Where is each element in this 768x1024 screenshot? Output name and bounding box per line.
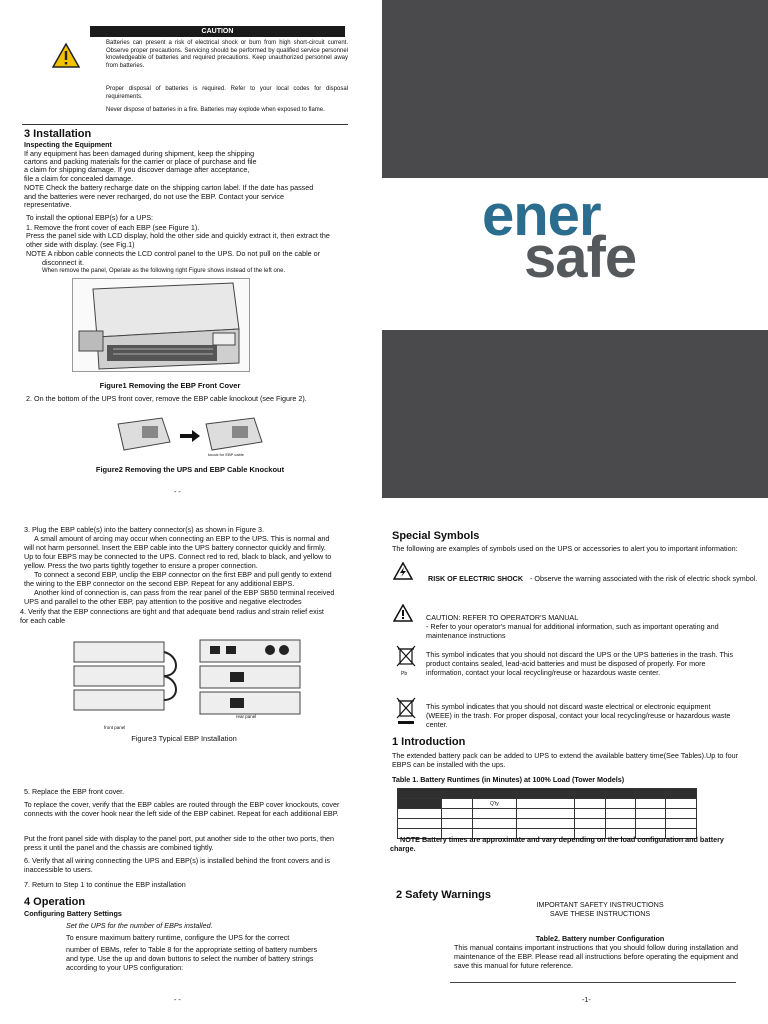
operation-line-5: according to your UPS configuration:: [66, 963, 184, 972]
note-1: NOTE A ribbon cable connects the LCD control panel to the UPS. Do not pull on the cable or: [26, 249, 321, 258]
shock-label: RISK OF ELECTRIC SHOCK: [428, 574, 524, 583]
ebp-cabinet-illustration: [73, 279, 249, 371]
caution-divider: [22, 124, 348, 125]
crossed-bin-weee-icon: [395, 696, 417, 726]
bin-pb-label: Pb: [401, 671, 408, 677]
step-4: 4. Verify that the EBP connections are tight and that adequate bend radius and strain relief exist: [20, 607, 324, 616]
figure-3-image: [70, 636, 310, 732]
table-2-title: Table2. Battery number Configuration: [535, 934, 665, 943]
figure-2-label: knock for EBP cable: [208, 452, 244, 457]
operation-line-4: and type. Use the up and down buttons to select the number of battery strings: [66, 954, 314, 963]
cover-bottom-band: [382, 330, 768, 498]
introduction-title: 1 Introduction: [392, 736, 466, 748]
caution-text: - Refer to your operator's manual for additional information, such as important operating and maintenance instructions: [426, 622, 719, 640]
step-3-line-5: To connect a second EBP, unclip the EBP connector on the first EBP and pull gently to extend: [34, 570, 332, 579]
inspect-line-4: file a claim for concealed damage.: [24, 174, 134, 183]
page-number-bottom-left: - -: [174, 995, 181, 1004]
bin-1-text: This symbol indicates that you should not discard the UPS or the UPS batteries in the trash. This product contains sealed, lead-acid batteries and must be disposed of properly. For more information, contact your local recycling/reuse or hazardous waste center.: [426, 650, 734, 677]
step-3-line-4: yellow. Press the two parts tightly together to ensure a proper connection.: [24, 561, 258, 570]
replace-paragraph: To replace the cover, verify that the EBP cables are routed through the EBP cover knockouts, cover connects with the cover hook near the left side of the EBP cabinet. Repeat for each additional EBP.: [24, 800, 340, 818]
step-3-line-3: Up to four EBPS may be connected to the UPS. Connect red to red, black to black, and yellow to: [24, 552, 332, 561]
operation-line-1: Set the UPS for the number of EBPs installed.: [66, 921, 213, 930]
figure-3-rear-label: rear panel: [236, 714, 257, 719]
operation-line-2: To ensure maximum battery runtime, configure the UPS for the correct: [66, 933, 290, 942]
shock-text: - Observe the warning associated with the risk of electric shock symbol.: [530, 574, 758, 583]
inspect-line-1: If any equipment has been damaged during shipment, keep the shipping: [24, 149, 255, 158]
table-qty-cell: Q'ty: [472, 799, 516, 809]
cover-top-band: [382, 0, 768, 178]
figure-1-image: [72, 278, 250, 372]
note-2: When remove the panel, Operate as the following right Figure shows instead of the left one.: [42, 268, 286, 274]
safety-text: This manual contains important instructions that you should follow during installation and maintenance of the EBP. Please read all instructions before operating the equipment and save this manual for future reference.: [454, 943, 738, 970]
step-4b: for each cable: [20, 616, 66, 625]
caution-box: [22, 25, 348, 125]
step-6: 6. Verify that all wiring connecting the UPS and EBP(s) is installed behind the front covers and is inaccessible to users.: [24, 856, 331, 874]
step-2: 2. On the bottom of the UPS front cover, remove the EBP cable knockout (see Figure 2).: [26, 394, 307, 403]
step-3-line-2: will not harm personnel. Insert the EBP cable into the UPS battery connector quickly and firmly.: [24, 543, 326, 552]
operation-title: 4 Operation: [24, 896, 86, 908]
caution-p1: Batteries can present a risk of electrical shock or burn from high short-circuit current. Observe proper precautions. Servicing should be performed by qualified service personnel knowledgeable of batteries and required precautions. Keep unauthorized personnel away from batteries.: [106, 40, 348, 69]
table-row: [398, 789, 697, 799]
inspect-line-2: cartons and packing materials for the carrier or place of purchase and file: [24, 157, 257, 166]
safety-divider: [450, 982, 736, 983]
important-instructions: IMPORTANT SAFETY INSTRUCTIONS: [536, 900, 664, 909]
put-paragraph: Put the front panel side with display to the panel port, put another side to the other two ports, then press it until the panel and the chassis are combined tightly.: [24, 834, 335, 852]
caution-label: CAUTION: REFER TO OPERATOR'S MANUAL: [426, 613, 579, 622]
operation-line-3: number of EBMs, refer to Table 8 for the appropriate setting of battery numbers: [66, 945, 318, 954]
step-3-line-6: the wiring to the EBP connector on the second EBP. Repeat for any additional EBPS.: [24, 579, 295, 588]
symbols-title: Special Symbols: [392, 530, 480, 542]
step-5: 5. Replace the EBP front cover.: [24, 787, 125, 796]
figure-1-caption: Figure1 Removing the EBP Front Cover: [99, 381, 241, 390]
page-number-top-left: - -: [174, 487, 181, 496]
figure-3-front-label: front panel: [104, 725, 126, 730]
step-3-line-7: Another kind of connection is, can pass from the rear panel of the EBP SB50 terminal received: [34, 588, 335, 597]
step-3-line-1: A small amount of arcing may occur when connecting an EBP to the UPS. This is normal and: [34, 534, 330, 543]
caution-p2: Proper disposal of batteries is required. Refer to your local codes for disposal requirements.: [106, 86, 348, 100]
inspect-line-6: and the batteries were never recharged, do not use the EBP. Contact your service: [24, 192, 284, 201]
step-1b: Press the panel side with LCD display, hold the other side and quickly extract it, then extract the: [26, 231, 330, 240]
step-1c: other side with display. (see Fig.1): [26, 240, 135, 249]
warning-triangle-icon: [52, 43, 80, 68]
figure-2-caption: Figure2 Removing the UPS and EBP Cable Knockout: [95, 465, 285, 474]
brand-line-2: safe: [524, 225, 637, 290]
symbols-intro: The following are examples of symbols used on the UPS or accessories to alert you to important information:: [392, 544, 738, 553]
brand-line-1: ener: [482, 183, 601, 248]
inspect-line-5: NOTE Check the battery recharge date on the shipping carton label. If the date has passed: [24, 183, 314, 192]
runtime-table: [397, 788, 697, 839]
step-3: 3. Plug the EBP cable(s) into the battery connector(s) as shown in Figure 3.: [24, 525, 264, 534]
step-intro: To install the optional EBP(s) for a UPS:: [26, 213, 154, 222]
brand-logo: [480, 183, 680, 298]
figure-3-caption: Figure3 Typical EBP Installation: [131, 734, 237, 743]
table-row: [398, 809, 697, 819]
step-3-line-8: UPS and parallel to the other EBP, pay attention to the positive and negative electrodes: [24, 597, 302, 606]
step-7: 7. Return to Step 1 to continue the EBP installation: [24, 880, 186, 889]
runtime-table-title: Table 1. Battery Runtimes (in Minutes) at 100% Load (Tower Models): [392, 775, 625, 784]
inspect-line-3: a claim for shipping damage. If you discover damage after acceptance,: [24, 165, 250, 174]
caution-header: CAUTION: [90, 26, 345, 37]
ebp-installation-illustration: [70, 636, 310, 732]
inspect-line-7: representative.: [24, 200, 72, 209]
table-row: [398, 799, 697, 809]
bin-2-text: This symbol indicates that you should not discard waste electrical or electronic equipment (WEEE) in the trash. For proper disposal, contact your local recycling/reuse or hazardous waste center.: [426, 702, 731, 729]
save-instructions: SAVE THESE INSTRUCTIONS: [549, 909, 651, 918]
installation-title: 3 Installation: [24, 128, 92, 140]
caution-p3: Never dispose of batteries in a fire. Batteries may explode when exposed to flame.: [106, 107, 325, 113]
caution-manual-icon: [393, 604, 413, 622]
page-number-right: -1-: [582, 995, 591, 1004]
crossed-bin-pb-icon: [395, 644, 417, 672]
step-1: 1. Remove the front cover of each EBP (see Figure 1).: [26, 223, 200, 232]
installation-subtitle: Inspecting the Equipment: [24, 140, 112, 149]
knockout-illustration: [112, 412, 272, 460]
figure-2-image: [112, 412, 272, 460]
safety-title: 2 Safety Warnings: [396, 889, 491, 901]
note-1b: disconnect it.: [42, 258, 84, 267]
runtime-note: NOTE Battery times are approximate and vary depending on the load configuration and battery charge.: [390, 835, 724, 853]
table-row: [398, 819, 697, 829]
electric-shock-icon: [393, 562, 413, 580]
operation-subtitle: Configuring Battery Settings: [24, 909, 122, 918]
introduction-text: The extended battery pack can be added to UPS to extend the available battery time(See Tables).Up to four EBPS can be installed with the ups.: [392, 751, 738, 769]
